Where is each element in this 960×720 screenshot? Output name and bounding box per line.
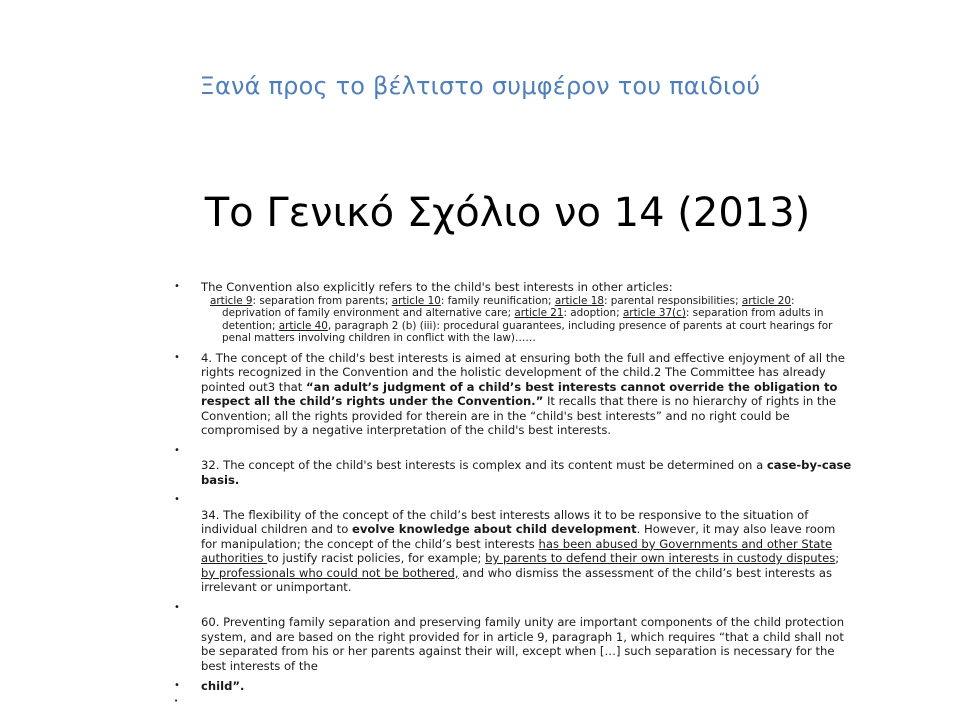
- bullet-icon: •: [174, 281, 180, 292]
- list-item: [174, 351, 854, 438]
- article-list: [210, 295, 854, 345]
- item-underline: by professionals who could not be bothered,: [201, 565, 459, 580]
- article-desc: : adoption;: [563, 307, 623, 319]
- article-link[interactable]: article 10: [391, 294, 441, 307]
- item-text: and who dismiss the assessment of the child’s best interests as irrelevant or unimportant.: [201, 565, 833, 594]
- slide-header: Ξανά προς το βέλτιστο συμφέρον του παιδιού: [199, 72, 761, 100]
- item-text: ;: [835, 551, 840, 565]
- article-link[interactable]: article 40: [278, 319, 328, 332]
- slide-body: [174, 280, 854, 704]
- item-emphasis: case-by-case basis.: [201, 458, 852, 487]
- article-link[interactable]: article 9: [210, 294, 253, 307]
- article-desc: : deprivation of family environment and alternative care;: [222, 294, 795, 319]
- list-item: [174, 694, 854, 704]
- article-desc: : separation from parents;: [252, 294, 392, 307]
- item-text: 32. The concept of the child's best interests is complex and its content must be determined on a: [201, 458, 767, 472]
- bullet-icon: •: [174, 351, 180, 363]
- article-desc: : family reunification;: [440, 294, 555, 307]
- item-emphasis: “an adult’s judgment of a child’s best interests cannot override the obligation to respect all the child’s rights under the Convention.”: [201, 379, 838, 408]
- item-text: 34. The flexibility of the concept of the child’s best interests allows it to be responsive to the situation of individual children and to: [201, 507, 809, 536]
- slide-title: Το Γενικό Σχόλιο νο 14 (2013): [204, 190, 811, 236]
- list-item: [174, 493, 854, 595]
- article-link[interactable]: article 20: [741, 294, 792, 307]
- article-link[interactable]: article 37(c): [622, 307, 686, 319]
- item-text: child”.: [201, 679, 245, 693]
- item-text: It recalls that there is no hierarchy of rights in the Convention; all the rights provided for therein are in the “child's best interests” and no right could be compromised by a negative interpretation of the child's best interests.: [201, 394, 837, 437]
- item-text: 4. The concept of the child's best interests is aimed at ensuring both the full and effective enjoyment of all the rights recognized in the Convention and the holistic development of the child.2 The Committee has already pointed out3 that: [201, 350, 845, 394]
- item-text: The Convention also explicitly refers to the child's best interests in other articles:: [201, 280, 673, 294]
- article-desc: , paragraph 2 (b) (iii): procedural guarantees, including presence of parents at court hearings for penal matters involving children in conflict with the law)……: [222, 319, 833, 344]
- item-underline: by parents to defend their own interests in custody disputes: [485, 551, 836, 565]
- item-text: . However, it may also leave room for manipulation; the concept of the child’s best interests: [201, 522, 836, 551]
- item-emphasis: evolve knowledge about child development: [351, 522, 637, 536]
- list-item: [174, 601, 854, 674]
- item-underline: has been abused by Governments and other State authorities: [201, 536, 833, 565]
- bullet-icon: •: [174, 601, 180, 613]
- article-link[interactable]: article 21: [514, 307, 564, 319]
- bullet-icon: •: [174, 494, 180, 505]
- bullet-icon: •: [174, 680, 180, 691]
- article-desc: : separation from adults in detention;: [222, 307, 824, 332]
- article-desc: : parental responsibilities;: [603, 294, 742, 307]
- bullet-icon: •: [174, 444, 180, 456]
- list-item: [174, 679, 854, 694]
- article-link[interactable]: article 18: [554, 294, 604, 307]
- list-item: [174, 280, 854, 295]
- list-item: [174, 444, 854, 488]
- item-text: to justify racist policies, for example;: [267, 551, 486, 565]
- item-text: 60. Preventing family separation and preserving family unity are important components of the child protection system, and are based on the right provided for in article 9, paragraph 1, which requires “that a child shall not be separated from his or her parents against their will, except when […] such separation is necessary for the best interests of the: [201, 615, 845, 673]
- bullet-icon: •: [174, 696, 179, 705]
